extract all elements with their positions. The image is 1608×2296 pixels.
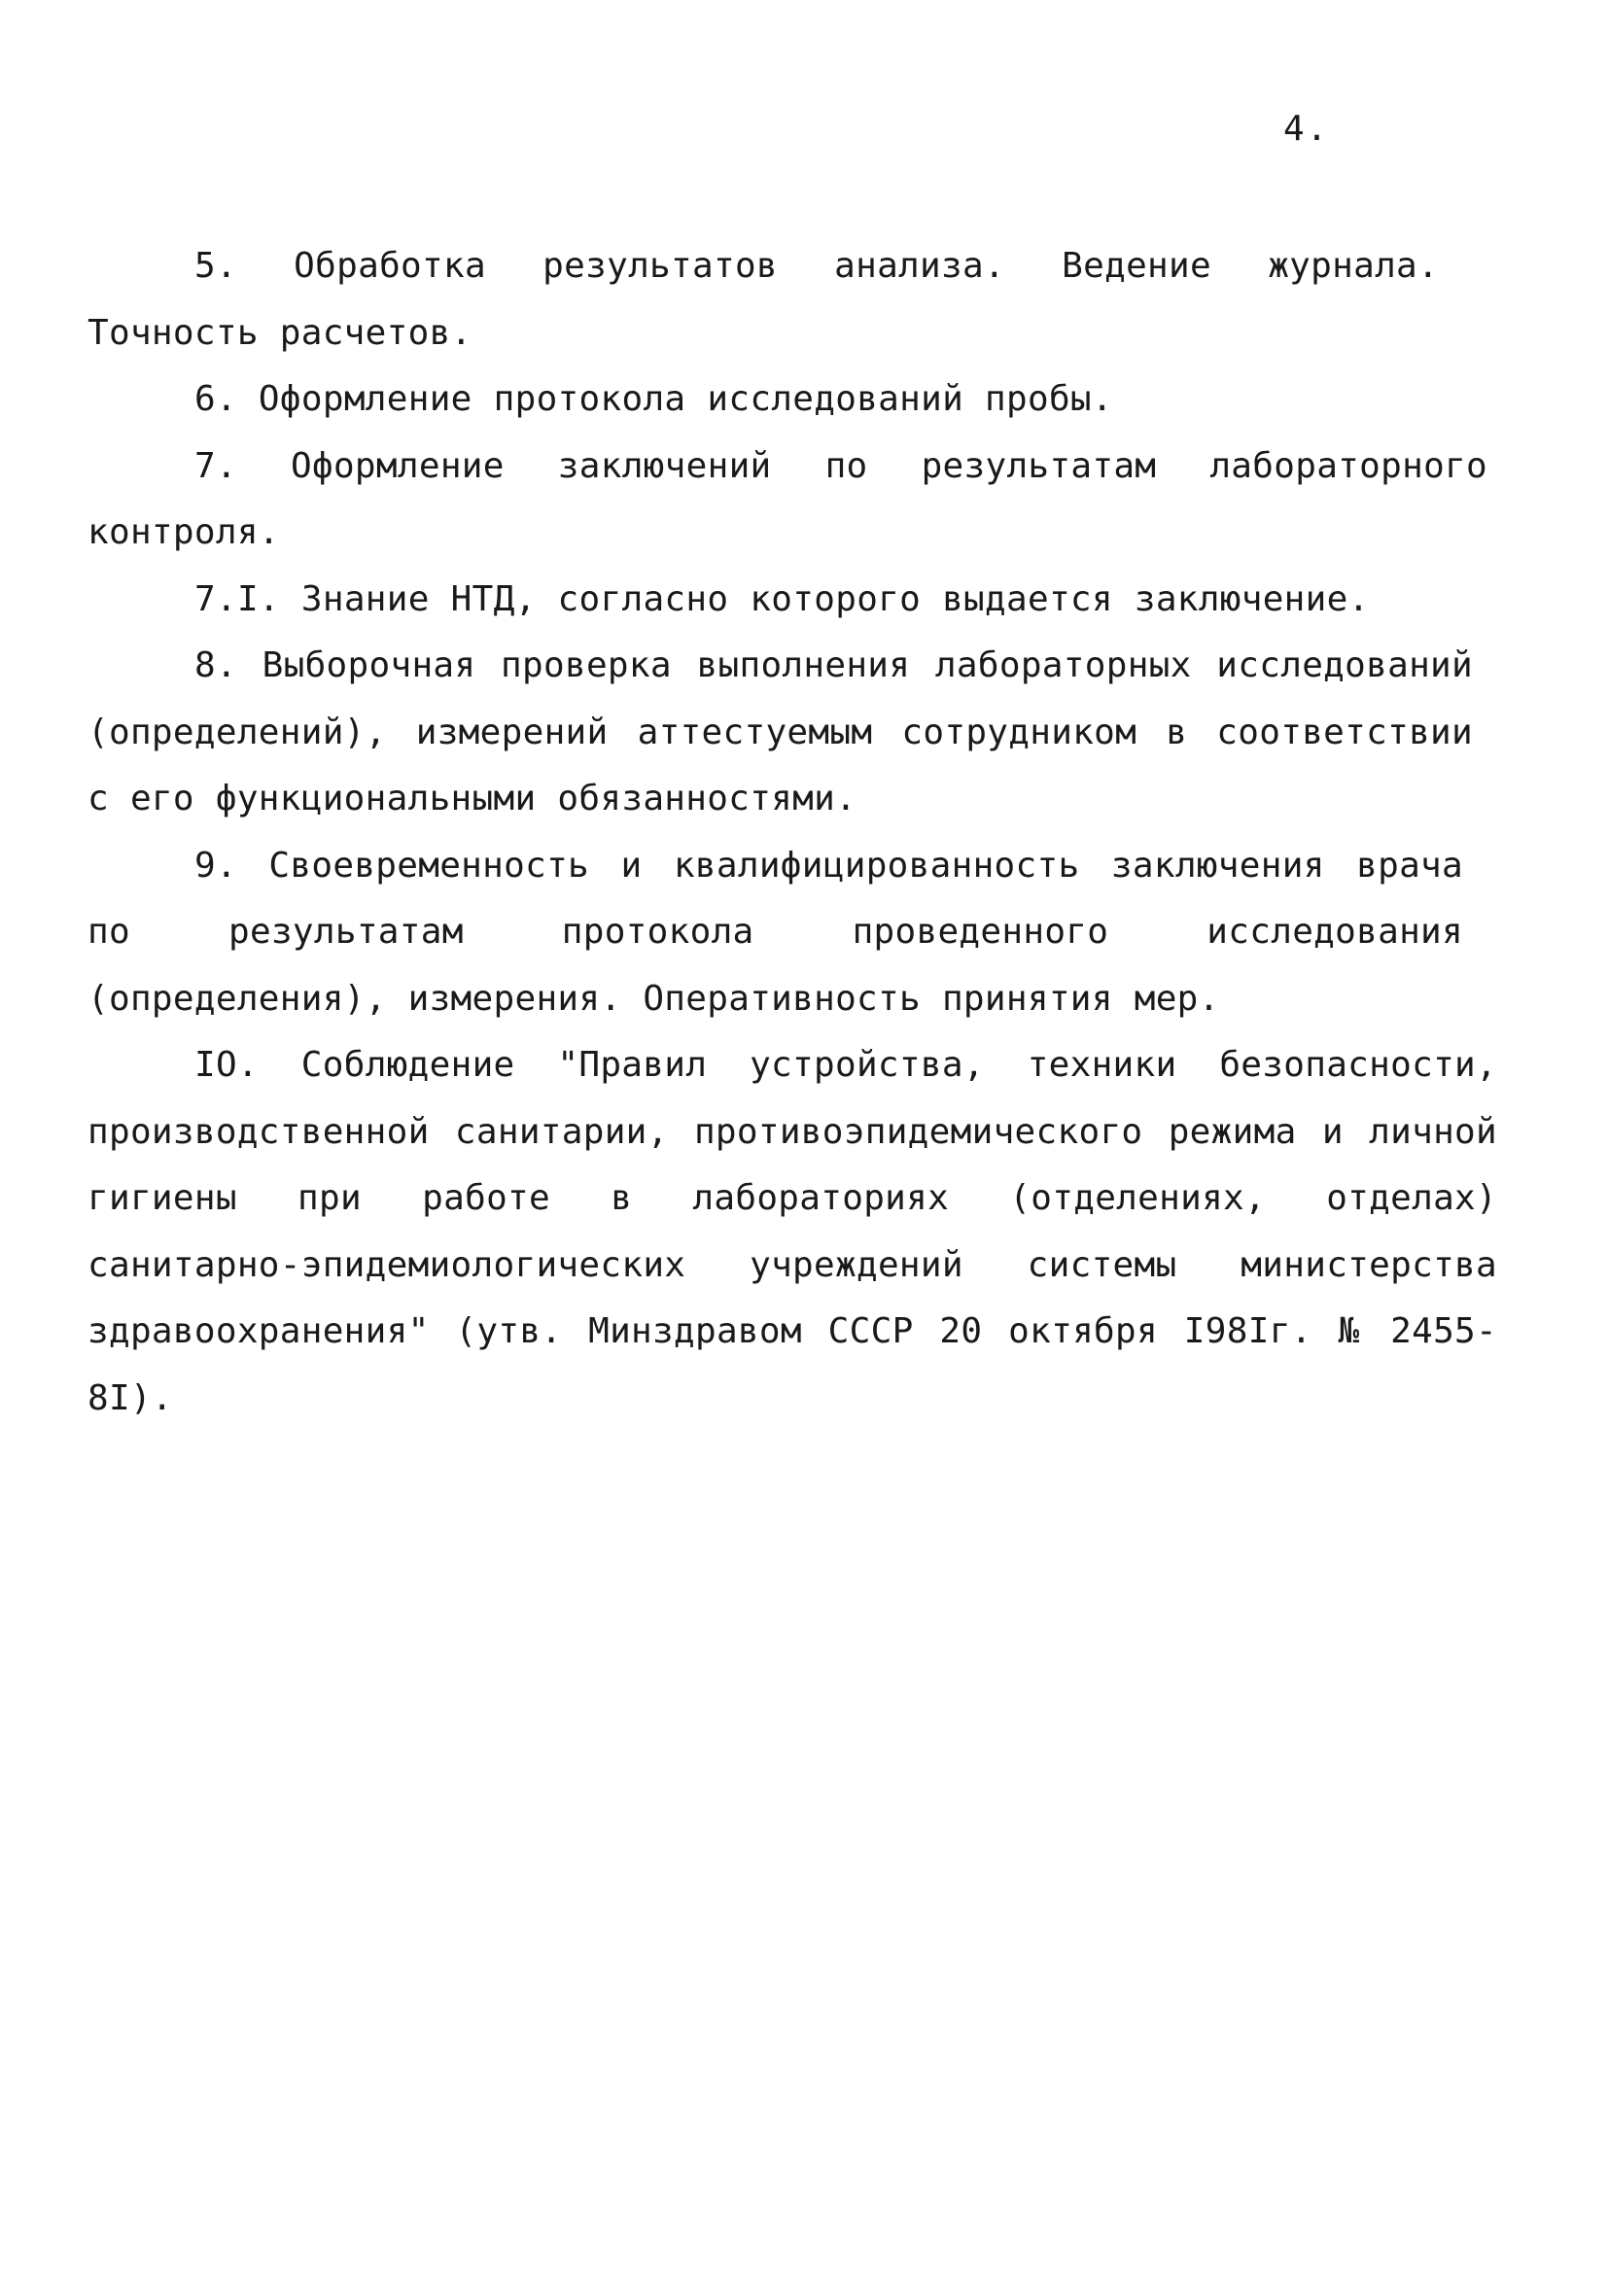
document-body [87, 233, 1526, 1432]
paragraph-item-9: 9. Своевременность и квалифицированность заключения врача по результатам протокола проведенного исследования (определения), измерения. Оперативность принятия мер. [87, 845, 1463, 1019]
paragraph-item-6: 6. Оформление протокола исследований пробы. [194, 379, 1113, 419]
page-number: 4. [1283, 109, 1330, 149]
paragraph-item-7-1: 7.I. Знание НТД, согласно которого выдается заключение. [194, 578, 1370, 619]
paragraph-item-8: 8. Выборочная проверка выполнения лабораторных исследований (определений), измерений аттестуемым сотрудником в соответствии с его функциональными обязанностями. [87, 645, 1473, 818]
paragraph-item-10: IO. Соблюдение "Правил устройства, техники безопасности, производственной санитарии, противоэпидемического режима и личной гигиены при работе в лабораториях (отделениях, отделах) санитарно-эпидемиологических учреждений системы министерства здравоохранения" (утв. Минздравом СССР 20 октября I98Iг. № 2455-8I). [87, 1045, 1497, 1418]
paragraph-item-7: 7. Оформление заключений по результатам лабораторного контроля. [87, 445, 1487, 552]
paragraph-item-5: 5. Обработка результатов анализа. Ведение журнала. Точность расчетов. [87, 246, 1439, 353]
